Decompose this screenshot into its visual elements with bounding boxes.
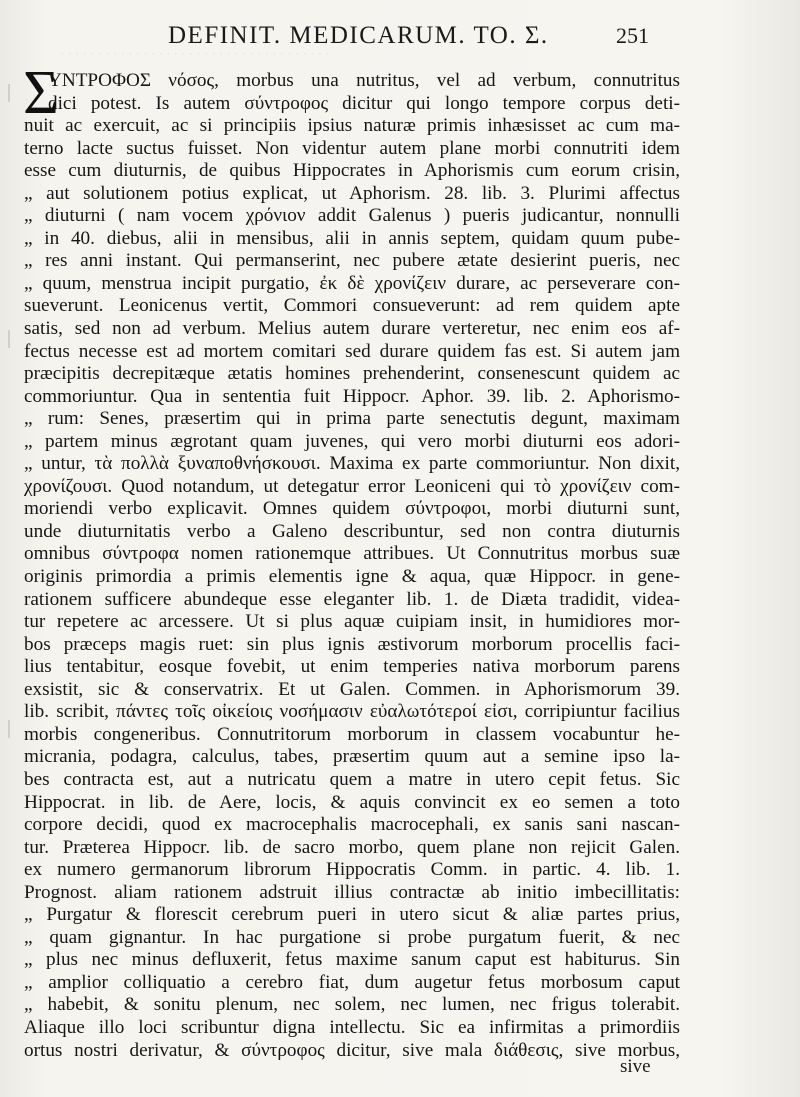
text-line: originis primordia a primis elementis igne & aqua, quæ Hippocr. in gene-: [24, 566, 680, 588]
text-line: „ res anni instant. Qui permanserint, nec pubere ætate desierint pueris, nec: [24, 250, 680, 272]
text-line: satis, sed non ad verbum. Melius autem durare verteretur, nec enim eos af-: [24, 318, 680, 340]
text-line: exsistit, sic & conservatrix. Et ut Galen. Commen. in Aphorismorum 39.: [24, 678, 680, 700]
text-line: tur. Præterea Hippocr. lib. de sacro morbo, quem plane non rejicit Galen.: [24, 836, 680, 858]
text-line: bos præceps magis ruet: sin plus ignis æstivorum morborum procellis faci-: [24, 633, 680, 655]
text-line: „ plus nec minus defluxerit, fetus maxime sanum caput est habiturus. Sin: [24, 949, 680, 971]
text-line: fectus necesse est ad mortem comitari sed durare quidem fas est. Si autem jam: [24, 340, 680, 362]
catchword: sive: [620, 1056, 651, 1077]
text-line: „ in 40. diebus, alii in mensibus, alii in annis septem, quidam quum pube-: [24, 227, 680, 249]
page-number: 251: [616, 23, 649, 48]
text-line: „ Purgatur & florescit cerebrum pueri in utero sicut & aliæ partes prius,: [24, 904, 680, 926]
text-line: χρονίζουσι. Quod notandum, ut detegatur error Leoniceni qui τὸ χρονίζειν com-: [24, 475, 680, 497]
show-through-text: · · · · · · · · · · · · · · · · · · · · · · · · · · · · · · · · · · · ·: [60, 46, 330, 61]
text-line: „ quum, menstrua incipit purgatio, ἐκ δὲ χρονίζειν durare, ac perseverare con-: [24, 272, 680, 294]
margin-smudge: [8, 330, 10, 348]
text-line: corpore decidi, quod ex macrocephalis macrocephali, ex sanis sani nascan-: [24, 814, 680, 836]
text-line: esse cum diuturnis, de quibus Hippocrates in Aphorismis cum eorum crisin,: [24, 160, 680, 182]
running-head: [0, 14, 800, 54]
text-line: terno lacte suctus fuisset. Non videntur autem plane morbi connutriti idem: [24, 137, 680, 159]
running-head-title: DEFINIT. MEDICARUM. TO. Σ.: [168, 22, 549, 49]
margin-smudge: [8, 720, 10, 738]
text-line: „ untur, τὰ πολλὰ ξυναποθνήσκουσι. Maxima ex parte commoriuntur. Non dixit,: [24, 453, 680, 475]
text-line: Hippocrat. in lib. de Aere, locis, & aquis convincit ex eo semen a toto: [24, 791, 680, 813]
text-line: tur repetere ac arcessere. Ut si plus aquæ cuipiam insit, in humidiores mor-: [24, 611, 680, 633]
text-line: commoriuntur. Qua in sententia fuit Hippocr. Aphor. 39. lib. 2. Aphorismo-: [24, 385, 680, 407]
text-line: micrania, podagra, calculus, tabes, præsertim quum aut a semine ipso la-: [24, 746, 680, 768]
text-line: ex numero germanorum librorum Hippocratis Comm. in partic. 4. lib. 1.: [24, 859, 680, 881]
text-line: „ rum: Senes, præsertim qui in prima parte senectutis degunt, maximam: [24, 408, 680, 430]
text-line: „ habebit, & sonitu plenum, nec solem, nec lumen, nec frigus tolerabit.: [24, 994, 680, 1016]
text-line: lib. scribit, πάντες τοῖς οἰκείοις νοσήμασιν εὐαλωτότεροί εἰσι, corripiuntur facilius: [24, 701, 680, 723]
text-line: Aliaque illo loci scribuntur digna intellectu. Sic ea infirmitas a primordiis: [24, 1016, 680, 1038]
text-line: unde diuturnitatis verbo a Galeno describuntur, sed non contra diuturnis: [24, 520, 680, 542]
text-line: ΥΝΤΡΟΦΟΣ νόσος, morbus una nutritus, vel ad verbum, connutritus: [48, 70, 680, 91]
text-line: Prognost. aliam rationem adstruit illius contractæ ab initio imbecillitatis:: [24, 881, 680, 903]
text-line: moriendi verbo explicavit. Omnes quidem σύντροφοι, morbi diuturni sunt,: [24, 498, 680, 520]
text-line: „ diuturni ( nam vocem χρόνιον addit Galenus ) pueris judicantur, nonnulli: [24, 205, 680, 227]
text-line: dici potest. Is autem σύντροφος dicitur qui longo tempore corpus deti-: [48, 92, 680, 114]
drop-cap: Σ: [23, 59, 60, 127]
text-line: „ partem minus ægrotant quam juvenes, qui vero morbi diuturni eos adori-: [24, 430, 680, 452]
text-line: bes contracta est, aut a nutricatu quem a matre in utero cepit fetus. Sic: [24, 768, 680, 790]
body-text: [23, 59, 680, 1062]
text-line: rationem sufficere abundeque esse eleganter lib. 1. de Diæta tradidit, videa-: [24, 588, 680, 610]
text-line: „ aut solutionem potius explicat, ut Aphorism. 28. lib. 3. Plurimi affectus: [24, 182, 680, 204]
text-line: nuit ac exercuit, ac si principiis ipsius naturæ primis inhæsisset ac cum ma-: [24, 115, 680, 137]
margin-smudge: [8, 84, 10, 102]
text-line: morbis congeneribus. Connutritorum morborum in classem vocabuntur he-: [24, 723, 680, 745]
text-line: „ quam gignantur. In hac purgatione si probe purgatum fuerit, & nec: [24, 926, 680, 948]
text-line: sueverunt. Leonicenus vertit, Commori consueverunt: ad rem quidem apte: [24, 295, 680, 317]
text-line: ortus nostri derivatur, & σύντροφος dicitur, sive mala διάθεσις, sive morbus,: [24, 1039, 680, 1061]
text-line: lius tentabitur, eosque fovebit, ut enim temperies nativa morborum parens: [24, 656, 680, 678]
text-line: præcipitis decrepitæque ætatis homines prehenderint, consenescunt quidem ac: [24, 363, 680, 385]
text-line: omnibus σύντροφα nomen rationemque attribues. Ut Connutritus morbus suæ: [24, 543, 680, 565]
text-line: „ amplior colliquatio a cerebro fiat, dum augetur fetus morbosum caput: [24, 971, 680, 993]
